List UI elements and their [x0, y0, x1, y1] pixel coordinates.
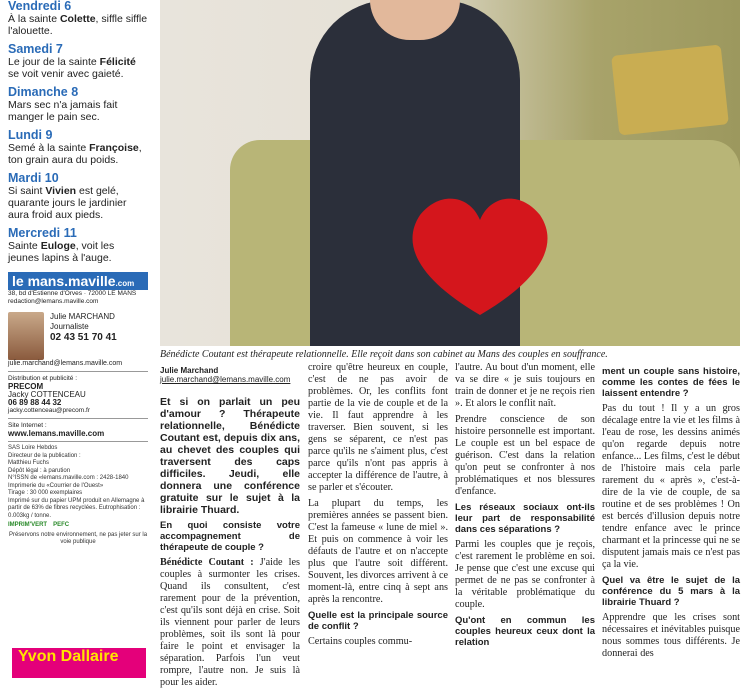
- proverb-item: [8, 227, 148, 264]
- proverb-text: Mars sec n'a jamais fait manger le pain sec.: [8, 99, 118, 123]
- advertisement[interactable]: Yvon Dallaire: [12, 648, 146, 678]
- director-label: Directeur de la publication :: [8, 452, 81, 459]
- question-5: Quel va être le sujet de la conférence du 5 mars à la librairie Thuard ?: [602, 575, 740, 608]
- contact-role: Journaliste: [50, 322, 89, 331]
- director-name: Matthieu Fuchs: [8, 460, 50, 466]
- paragraph: Prendre conscience de son histoire personnelle est important. Le couple est un bel espace de guérison. C'est dans la relation qu'on peut se confronter à nos problématiques et nos blessures d'enfance.: [455, 414, 595, 497]
- article-column-4: [602, 362, 740, 675]
- article-photo: [160, 0, 740, 346]
- question-4-continued: ment un couple sans histoire, comme les contes de fées le laissent entendre ?: [602, 366, 740, 399]
- heart-pillow-icon: [400, 190, 560, 320]
- proverb-text: À la sainte Colette, siffle siffle l'alouette.: [8, 13, 148, 37]
- proverb-day: Mardi 10: [8, 171, 59, 185]
- paragraph: Certains couples commu-: [308, 636, 413, 647]
- paragraph: Pas du tout ! Il y a un gros décalage entre la vie et les films à l'eau de rose, les dessins animés qu'on regarde depuis notre enfance... Les films, c'est le début de l'histoire mais cela parle rarement du « après », c'est-à-dire de la vie de couple, de sa routine et de ses problèmes ! On est bercés d'illusion depuis notre tendre enfance avec le prince charmant et la princesse qui ne se disputent jamais mais ce n'est pas ça la vie.: [602, 403, 740, 570]
- publisher: SAS Loire Hebdos: [8, 445, 58, 451]
- address: 38, bd d'Estienne d'Orves · 72000 LE MANS: [8, 290, 137, 297]
- proverb-item: [8, 129, 148, 166]
- site-url[interactable]: www.lemans.maville.com: [8, 429, 105, 438]
- question-2: Quelle est la principale source de conflit ?: [308, 610, 448, 632]
- proverb-day: Mercredi 11: [8, 226, 77, 240]
- contact-phone: 02 43 51 70 41: [50, 332, 117, 343]
- proverb-day: Dimanche 8: [8, 85, 79, 99]
- paragraph: Apprendre que les crises sont nécessaires et inévitables puisque nous sommes tous différents. Je donnerai des: [602, 612, 740, 659]
- contact-card: [8, 312, 148, 360]
- site-label: Site Internet :: [8, 422, 47, 429]
- proverbs-list: [8, 0, 148, 264]
- environment-notice: Préservons notre environnement, ne pas jeter sur la voie publique: [8, 531, 148, 545]
- contact-email[interactable]: julie.marchand@lemans.maville.com: [8, 360, 123, 367]
- avatar: [8, 312, 44, 360]
- photo-caption: Bénédicte Coutant est thérapeute relationnelle. Elle reçoit dans son cabinet au Mans des couples en souffrance.: [160, 349, 608, 360]
- question-3: Les réseaux sociaux ont-ils leur part de responsabilité dans ces séparations ?: [455, 502, 595, 535]
- paragraph: La plupart du temps, les premières années se passent bien. C'est la fameuse « lune de miel ». Et puis on commence à voir les défauts de l'autre et on n'accepte plus que l'autre soit différent. Souvent, les divorces arrivent à ce moment-là, entre cinq à sept ans après la rencontre.: [308, 498, 448, 605]
- article-column-2: [308, 362, 448, 675]
- redaction-email[interactable]: redaction@lemans.maville.com: [8, 298, 99, 305]
- paragraph: croire qu'être heureux en couple, c'est de ne pas avoir de problèmes. Or, les conflits font partie de la vie de couple et de la vie. Il faut apprendre à les traverser. Bien souvent, si les gens se séparent, ce n'est pas parce qu'ils ne s'aiment plus, c'est parce qu'ils n'ont pas appris à accepter la différence de l'autre, à se parler et s'écouter.: [308, 362, 448, 493]
- proverb-text: Semé à la sainte Françoise, ton grain aura du poids.: [8, 142, 142, 166]
- contact-name: Julie MARCHAND: [50, 312, 115, 321]
- proverb-text: Le jour de la sainte Félicité se voit venir avec gaieté.: [8, 56, 136, 80]
- question-1: En quoi consiste votre accompagnement de thérapeute de couple ?: [160, 520, 300, 553]
- distribution-label: Distribution et publicité :: [8, 375, 78, 382]
- printer: Imprimerie du «Courrier de l'Ouest»: [8, 482, 104, 489]
- proverb-item: [8, 43, 148, 80]
- proverb-item: [8, 172, 148, 221]
- proverb-item: [8, 86, 148, 123]
- distribution-email[interactable]: jacky.cottenceau@precom.fr: [8, 407, 90, 414]
- proverb-day: Samedi 7: [8, 42, 63, 56]
- proverb-item: [8, 0, 148, 37]
- proverb-day: Vendredi 6: [8, 0, 72, 13]
- article-column-3: [455, 362, 595, 675]
- question-4: Qu'ont en commun les couples heureux ceux dont la relation: [455, 615, 595, 648]
- proverb-day: Lundi 9: [8, 128, 53, 142]
- imprim-vert-logo: IMPRIM'VERT: [8, 522, 48, 528]
- sidebar: [8, 0, 148, 675]
- distribution-company: PRECOM: [8, 382, 44, 391]
- proverb-text: Si saint Vivien est gelé, quarante jours le jardinier aura froid aux pieds.: [8, 185, 127, 221]
- distribution-phone: 06 89 88 44 32: [8, 398, 62, 407]
- brand-logo: le mans.maville.com: [8, 272, 148, 290]
- depot: Dépôt légal : à parution: [8, 467, 71, 474]
- byline-name: Julie Marchand: [160, 366, 219, 375]
- paper-info: Imprimé sur du papier UPM produit en Allemagne à partir de 63% de fibres recyclées. Eutrophisation : 0.003kg / tonne.: [8, 497, 145, 519]
- article-column-1: [160, 396, 300, 688]
- distribution-name: Jacky COTTENCEAU: [8, 390, 86, 399]
- proverb-text: Sainte Euloge, voit les jeunes lapins à l'auge.: [8, 240, 115, 264]
- paragraph: l'autre. Au bout d'un moment, elle va se dire « je suis toujours en train de donner et je ne reçois rien ». Et alors le conflit naît.: [455, 362, 595, 409]
- paragraph: Parmi les couples que je reçois, c'est rarement le problème en soi. Je pense que c'est une excuse qui permet de ne pas se confronter à la véritable problématique du couple.: [455, 539, 595, 610]
- byline-email[interactable]: julie.marchand@lemans.maville.com: [160, 375, 291, 384]
- answer-1: Bénédicte Coutant : J'aide les couples à surmonter les crises. Quand ils consultent, c'est rarement pour de la prévention, c'est qu'ils sont déjà en crise. Soit ils viennent pour parler de leurs problèmes, soit ils sont là pour faire le point et envisager la séparation. Parfois l'un veut rompre, l'autre non. Je suis là pour les aider.: [160, 557, 300, 688]
- byline: [160, 366, 300, 384]
- pefc-logo: PEFC: [53, 522, 70, 528]
- tirage: Tirage : 30 000 exemplaires: [8, 490, 83, 496]
- issn: N°ISSN de «lemans.maville.com : 2428-1840: [8, 475, 129, 481]
- article-intro: Et si on parlait un peu d'amour ? Thérapeute relationnelle, Bénédicte Coutant est, depuis dix ans, au chevet des couples qui traversent des caps difficiles. Jeudi, elle donnera une conférence gratuite sur le sujet à la librairie Thuard.: [160, 396, 300, 516]
